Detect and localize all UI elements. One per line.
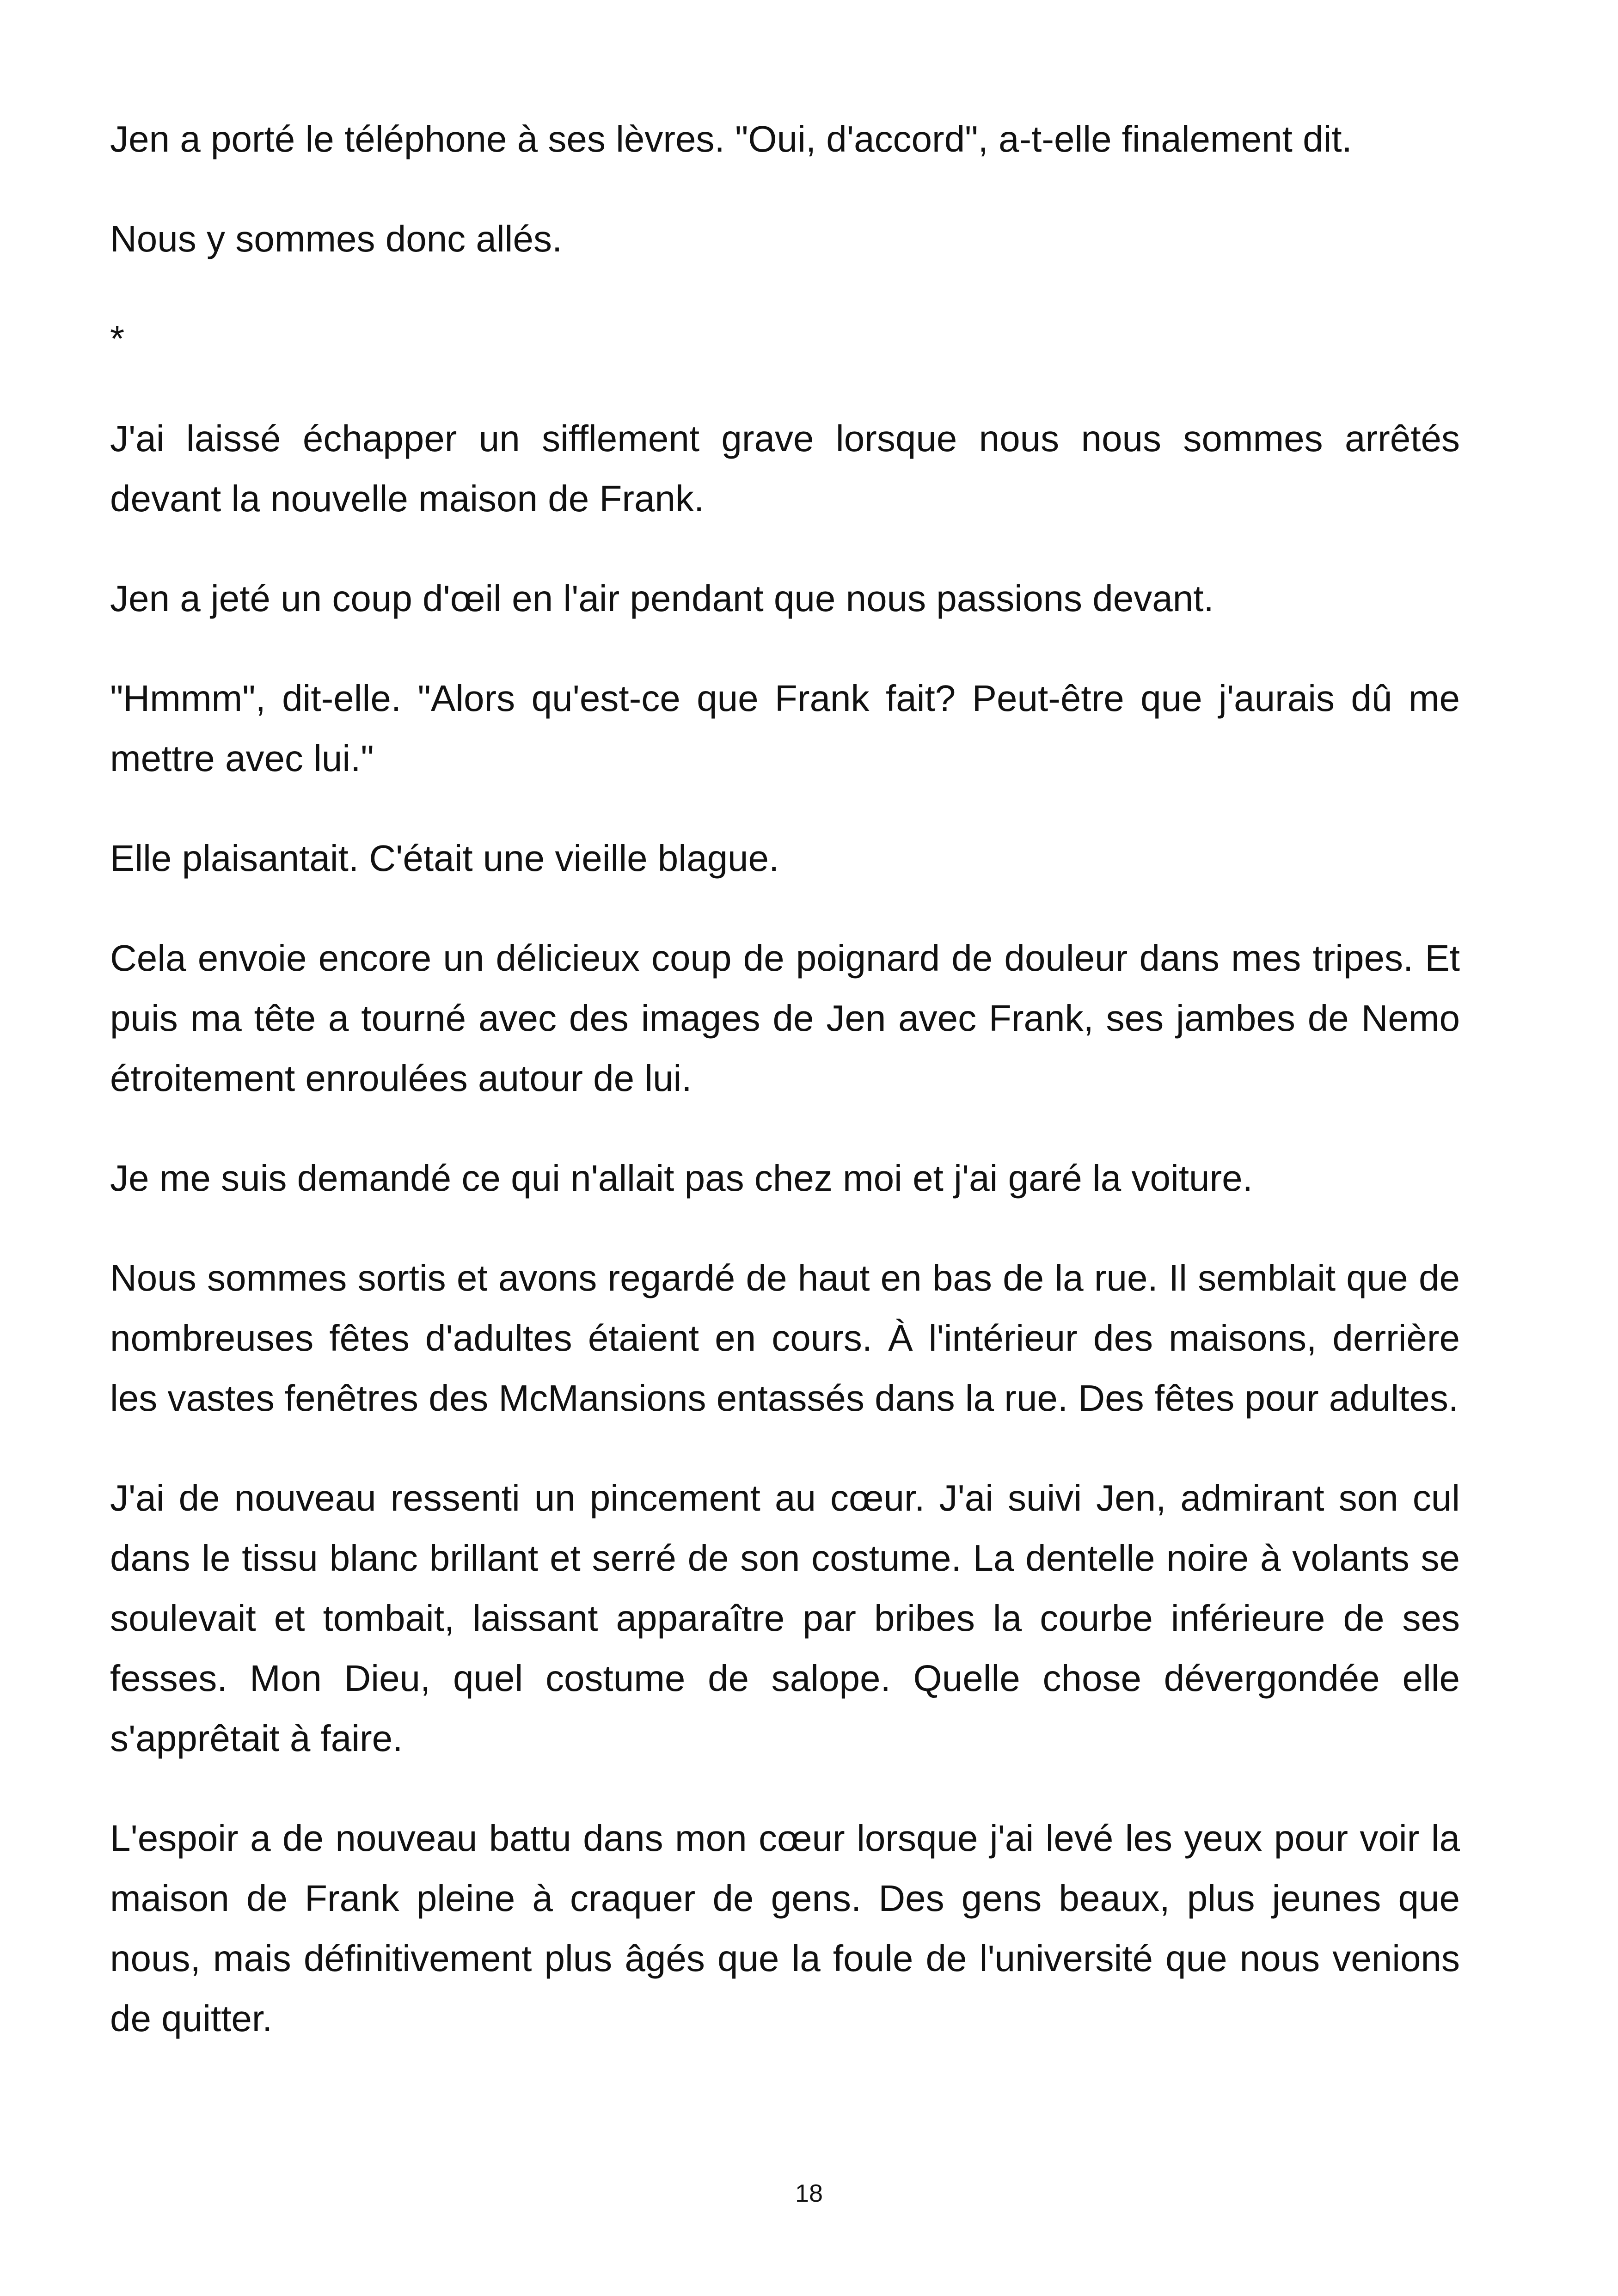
paragraph: Cela envoie encore un délicieux coup de poignard de douleur dans mes tripes. Et puis ma tête a tourné avec des images de Jen avec Frank, ses jambes de Nemo étroitement enroulées autour de lui. [110, 937, 1460, 1099]
page-number: 18 [795, 2180, 823, 2207]
paragraph: Elle plaisantait. C'était une vieille blague. [110, 838, 779, 879]
scene-break: * [110, 318, 125, 359]
paragraph: L'espoir a de nouveau battu dans mon cœur lorsque j'ai levé les yeux pour voir la maison de Frank pleine à craquer de gens. Des gens beaux, plus jeunes que nous, mais définitivement plus âgés que la foule de l'université que nous venions de quitter. [110, 1818, 1460, 2039]
paragraph: "Hmmm", dit-elle. "Alors qu'est-ce que Frank fait? Peut-être que j'aurais dû me mettre avec lui." [110, 678, 1460, 779]
paragraph: Nous sommes sortis et avons regardé de haut en bas de la rue. Il semblait que de nombreuses fêtes d'adultes étaient en cours. À l'intérieur des maisons, derrière les vastes fenêtres des McMansions entassés dans la rue. Des fêtes pour adultes. [110, 1257, 1460, 1419]
paragraph: J'ai laissé échapper un sifflement grave lorsque nous nous sommes arrêtés devant la nouvelle maison de Frank. [110, 418, 1460, 519]
body-text [110, 109, 1460, 2088]
paragraph: J'ai de nouveau ressenti un pincement au cœur. J'ai suivi Jen, admirant son cul dans le tissu blanc brillant et serré de son costume. La dentelle noire à volants se soulevait et tombait, laissant apparaître par bribes la courbe inférieure de ses fesses. Mon Dieu, quel costume de salope. Quelle chose dévergondée elle s'apprêtait à faire. [110, 1477, 1460, 1759]
paragraph: Nous y sommes donc allés. [110, 218, 563, 259]
paragraph: Jen a jeté un coup d'œil en l'air pendant que nous passions devant. [110, 578, 1214, 619]
paragraph: Je me suis demandé ce qui n'allait pas chez moi et j'ai garé la voiture. [110, 1157, 1253, 1199]
paragraph: Jen a porté le téléphone à ses lèvres. "Oui, d'accord", a-t-elle finalement dit. [110, 118, 1352, 159]
